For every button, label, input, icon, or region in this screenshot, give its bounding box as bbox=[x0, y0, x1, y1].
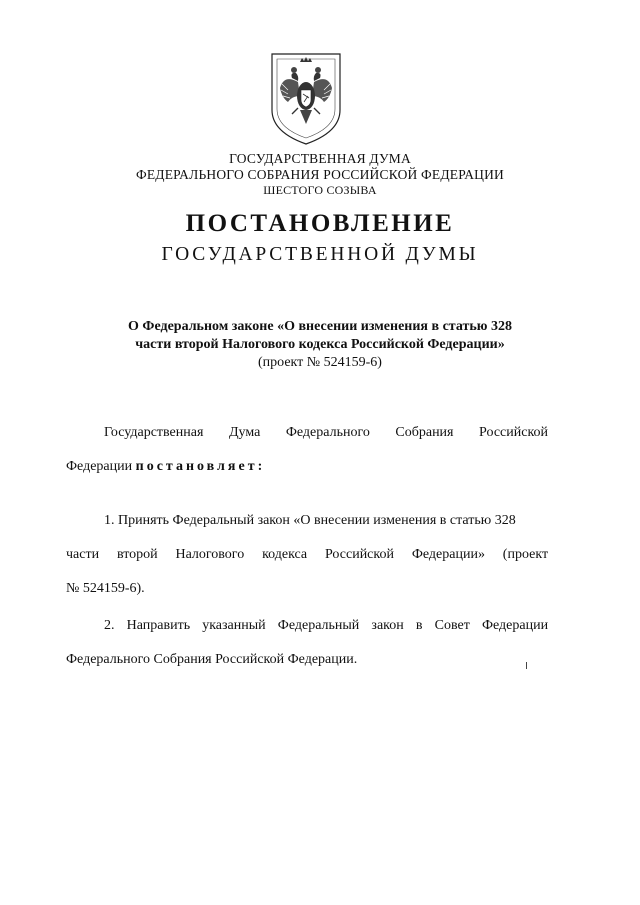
convocation-line: ШЕСТОГО СОЗЫВА bbox=[263, 183, 377, 197]
project-number: (проект № 524159-6) bbox=[258, 355, 382, 370]
coat-of-arms-emblem bbox=[266, 48, 346, 148]
document-title: ПОСТАНОВЛЕНИЕ bbox=[185, 210, 455, 237]
org-name-line-1: ГОСУДАРСТВЕННАЯ ДУМА bbox=[229, 151, 411, 166]
org-name-line-2: ФЕДЕРАЛЬНОГО СОБРАНИЯ РОССИЙСКОЙ ФЕДЕРАЦИИ bbox=[136, 167, 504, 182]
preamble-line-1: Государственная Дума Федерального Собрания Российской bbox=[104, 425, 549, 440]
item-2-line-2: Федерального Собрания Российской Федерации. bbox=[66, 652, 358, 667]
subject-line-2: части второй Налогового кодекса Российской Федерации» bbox=[135, 337, 505, 352]
stray-mark bbox=[526, 662, 527, 669]
russian-coat-of-arms-icon bbox=[266, 48, 346, 148]
preamble-text: Федерации bbox=[66, 459, 133, 474]
item-1-line-3: № 524159-6). bbox=[66, 581, 145, 596]
document-subtitle: ГОСУДАРСТВЕННОЙ ДУМЫ bbox=[161, 244, 479, 265]
item-1-line-2: части второй Налогового кодекса Российской Федерации» (проект bbox=[66, 547, 549, 562]
subject-line-1: О Федеральном законе «О внесении изменения в статью 328 bbox=[128, 319, 512, 334]
preamble-line-2 bbox=[66, 458, 265, 476]
item-1-line-1: 1. Принять Федеральный закон «О внесении изменения в статью 328 bbox=[104, 513, 516, 528]
item-2-line-1: 2. Направить указанный Федеральный закон в Совет Федерации bbox=[104, 618, 549, 633]
resolves-keyword: постановляет: bbox=[135, 459, 266, 474]
